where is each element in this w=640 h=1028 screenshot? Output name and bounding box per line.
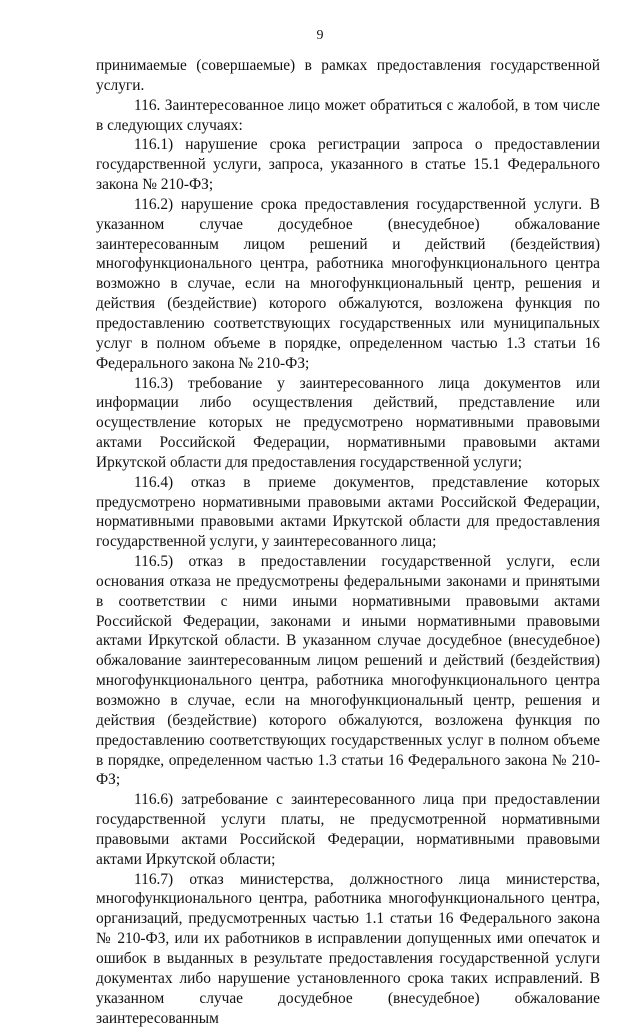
paragraph-116: 116. Заинтересованное лицо может обратиться с жалобой, в том числе в следующих случаях: [96,96,600,134]
paragraph-116-4: 116.4) отказ в приеме документов, представление которых предусмотрено нормативными правовыми актами Российской Федерации, нормативными правовыми актами Иркутской области для предоставления государственной услуги, у заинтересованного лица; [96,473,600,551]
paragraph-116-5: 116.5) отказ в предоставлении государственной услуги, если основания отказа не предусмотрены федеральными законами и принятыми в соответствии с ними иными нормативными правовыми актами Российской Федерации, законами и иными нормативными правовыми актами Иркутской области. В указанном случае досудебное (внесудебное) обжалование заинтересованным лицом решений и действий (бездействия) многофункционального центра, работника многофункционального центра возможно в случае, если на многофункциональный центр, решения и действия (бездействие) которого обжалуются, возложена функция по предоставлению соответствующих государственных услуг в полном объеме в порядке, определенном частью 1.3 статьи 16 Федерального закона № 210-ФЗ; [96,553,600,789]
page-number: 9 [316,28,324,43]
paragraph-116-2: 116.2) нарушение срока предоставления государственной услуги. В указанном случае досудебное (внесудебное) обжалование заинтересованным лицом решений и действий (бездействия) многофункционального центра, работника многофункционального центра возможно в случае, если на многофункциональный центр, решения и действия (бездействие) которого обжалуются, возложена функция по предоставлению соответствующих государственных или муниципальных услуг в полном объеме в порядке, определенном частью 1.3 статьи 16 Федерального закона № 210-ФЗ; [96,195,600,372]
document-body [96,56,600,1028]
paragraph-116-1: 116.1) нарушение срока регистрации запроса о предоставлении государственной услуги, запроса, указанного в статье 15.1 Федерального закона № 210-ФЗ; [96,136,600,194]
paragraph-116-6: 116.6) затребование с заинтересованного лица при предоставлении государственной услуги платы, не предусмотренной нормативными правовыми актами Российской Федерации, нормативными правовыми актами Иркутской области; [96,791,600,868]
paragraph-continuation: принимаемые (совершаемые) в рамках предоставления государственной услуги. [96,57,600,94]
paragraph-116-7: 116.7) отказ министерства, должностного лица министерства, многофункционального центра, работника многофункционального центра, организаций, предусмотренных частью 1.1 статьи 16 Федерального закона № 210-ФЗ, или их работников в исправлении допущенных ими опечаток и ошибок в выданных в результате предоставления государственной услуги документах либо нарушение установленного срока таких исправлений. В указанном случае досудебное (внесудебное) обжалование заинтересованным [96,870,600,1027]
paragraph-116-3: 116.3) требование у заинтересованного лица документов или информации либо осуществления действий, представление или осуществление которых не предусмотрено нормативными правовыми актами Российской Федерации, нормативными правовыми актами Иркутской области для предоставления государственной услуги; [96,374,600,471]
